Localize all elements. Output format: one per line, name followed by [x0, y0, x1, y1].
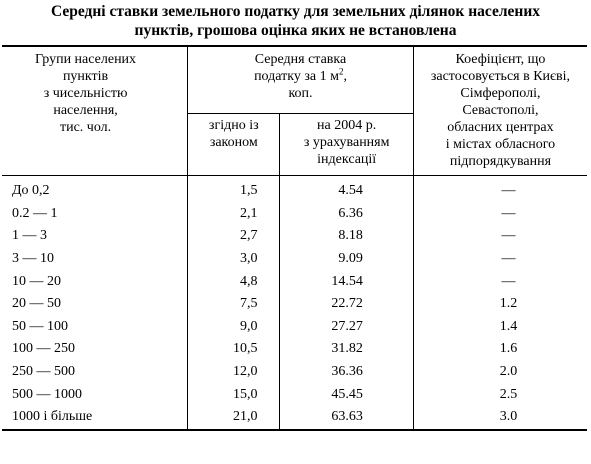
cell-rate-by-law: 2,1 — [188, 203, 280, 226]
cell-rate-indexed: 6.36 — [280, 203, 413, 226]
tax-rate-table — [2, 45, 587, 431]
table-row — [2, 293, 587, 316]
cell-rate-indexed: 63.63 — [280, 406, 413, 430]
cell-coefficient: 2.0 — [499, 364, 518, 380]
cell-coefficient: 3.0 — [413, 406, 587, 430]
cell-population-group: 500 — 1000 — [2, 383, 188, 406]
table-row — [2, 406, 587, 430]
table-row — [2, 316, 587, 339]
cell-population-group: 0.2 — 1 — [2, 203, 188, 226]
cell-rate-indexed: 22.72 — [280, 293, 413, 316]
cell-rate-indexed: 27.27 — [280, 316, 413, 339]
cell-rate-indexed: 9.09 — [280, 248, 413, 271]
cell-population-group: 250 — 500 — [2, 361, 188, 384]
cell-population-group: 100 — 250 — [2, 338, 188, 361]
cell-coefficient: 2.5 — [499, 386, 518, 402]
header-coefficient: Коефіцієнт, що застосовується в Києві, Сімферополі, Севастополі, обласних центрах і містах обласного підпорядкування — [413, 46, 587, 175]
table-row — [2, 270, 587, 293]
cell-rate-indexed: 4.54 — [280, 176, 413, 203]
header-by-law: згідно із законом — [188, 114, 280, 175]
cell-coefficient: — — [501, 273, 516, 289]
cell-population-group: До 0,2 — [2, 176, 188, 203]
cell-rate-by-law: 9,0 — [188, 316, 280, 339]
cell-population-group: 1 — 3 — [2, 225, 188, 248]
cell-rate-indexed: 31.82 — [280, 338, 413, 361]
cell-rate-by-law: 4,8 — [188, 270, 280, 293]
cell-coefficient: 1.2 — [499, 296, 518, 312]
table-row — [2, 203, 587, 226]
table-row — [2, 383, 587, 406]
cell-population-group: 3 — 10 — [2, 248, 188, 271]
title-line-1: Середні ставки земельного податку для земельних ділянок населених — [50, 3, 541, 20]
cell-rate-by-law: 1,5 — [188, 176, 280, 203]
cell-rate-by-law: 3,0 — [188, 248, 280, 271]
cell-coefficient: — — [501, 251, 516, 267]
cell-rate-by-law: 10,5 — [188, 338, 280, 361]
table-title — [0, 2, 591, 40]
cell-rate-by-law: 15,0 — [188, 383, 280, 406]
cell-population-group: 10 — 20 — [2, 270, 188, 293]
cell-rate-indexed: 8.18 — [280, 225, 413, 248]
table-row — [2, 361, 587, 384]
cell-rate-indexed: 45.45 — [280, 383, 413, 406]
cell-coefficient: — — [501, 183, 516, 199]
cell-population-group: 20 — 50 — [2, 293, 188, 316]
cell-rate-indexed: 14.54 — [280, 270, 413, 293]
cell-population-group: 1000 і більше — [2, 406, 188, 430]
table-row — [2, 225, 587, 248]
header-indexed-2004: на 2004 р. з урахуванням індексації — [280, 114, 413, 175]
cell-rate-by-law: 7,5 — [188, 293, 280, 316]
cell-rate-by-law: 2,7 — [188, 225, 280, 248]
cell-population-group: 50 — 100 — [2, 316, 188, 339]
header-groups: Групи населених пунктів з чисельністю населення, тис. чол. — [2, 46, 188, 175]
cell-rate-indexed: 36.36 — [280, 361, 413, 384]
table-row — [2, 248, 587, 271]
cell-coefficient: 1.6 — [499, 341, 518, 357]
cell-rate-by-law: 21,0 — [188, 406, 280, 430]
table-row — [2, 338, 587, 361]
cell-coefficient: — — [501, 205, 516, 221]
cell-rate-by-law: 12,0 — [188, 361, 280, 384]
table-row — [2, 176, 587, 203]
header-average-rate: Середня ставка податку за 1 $м^2$, коп. — [188, 46, 414, 114]
cell-coefficient: 1.4 — [499, 318, 518, 334]
cell-coefficient: — — [501, 228, 516, 244]
title-line-2: пунктів, грошова оцінка яких не встановлена — [134, 22, 457, 39]
